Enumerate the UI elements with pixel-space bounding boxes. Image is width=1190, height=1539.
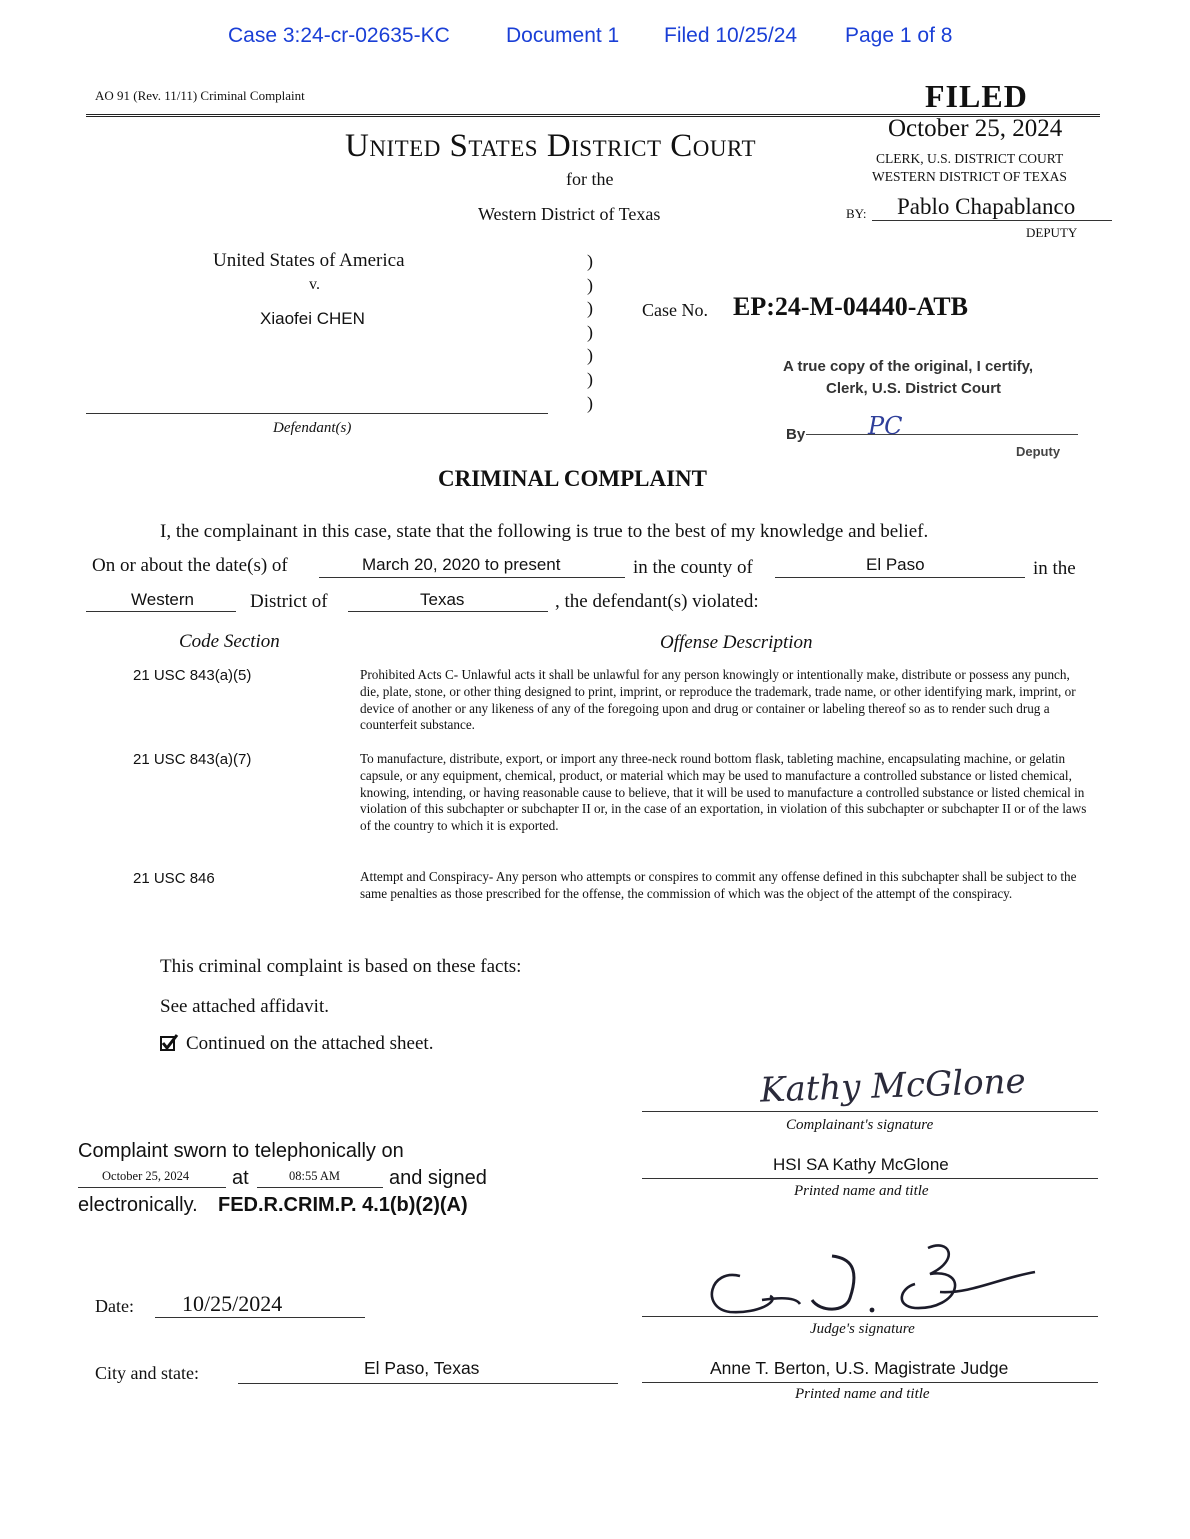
certified-stamp-initials: PC — [868, 412, 903, 440]
form-id: AO 91 (Rev. 11/11) Criminal Complaint — [95, 88, 305, 103]
judge-signature-line — [642, 1316, 1098, 1317]
filed-stamp-deputy: DEPUTY — [1026, 225, 1078, 240]
judge-signature-label: Judge's signature — [810, 1321, 915, 1337]
filed-stamp-by-name: Pablo Chapablanco — [897, 194, 1076, 219]
complainant-signature: Kathy McGlone — [759, 1061, 1027, 1111]
district-direction: Western — [131, 590, 194, 609]
offense-code: 21 USC 843(a)(7) — [133, 751, 252, 768]
code-section-header: Code Section — [179, 631, 280, 652]
sworn-rule: FED.R.CRIM.P. 4.1(b)(2)(A) — [218, 1194, 468, 1216]
complainant-signature-line — [642, 1111, 1098, 1112]
date-underline — [155, 1317, 365, 1318]
in-the-suffix: in the — [1033, 558, 1076, 579]
caption-parentheses: ) ) ) ) ) ) ) — [587, 251, 593, 413]
certified-stamp-line1: A true copy of the original, I certify, — [783, 358, 1034, 375]
checkbox-checked-icon — [159, 1033, 179, 1053]
state-underline — [348, 611, 548, 612]
violated-text: , the defendant(s) violated: — [555, 591, 759, 612]
sworn-electronically: electronically. — [78, 1194, 198, 1216]
filed-stamp-by-line — [872, 220, 1112, 221]
caption-defendant: Xiaofei CHEN — [260, 309, 365, 328]
certified-stamp-by: By — [786, 426, 806, 443]
state-value: Texas — [420, 590, 465, 609]
court-for-the: for the — [566, 169, 614, 189]
ecf-filed-date: Filed 10/25/24 — [664, 24, 798, 47]
judge-printed-label: Printed name and title — [795, 1386, 930, 1402]
facts-intro: This criminal complaint is based on these facts: — [160, 956, 522, 977]
city-state-underline — [238, 1383, 618, 1384]
sworn-time: 08:55 AM — [289, 1169, 341, 1183]
caption-plaintiff: United States of America — [213, 250, 405, 271]
complainant-printed-label: Printed name and title — [794, 1183, 929, 1199]
court-name: United States District Court — [345, 128, 757, 164]
dates-prefix: On or about the date(s) of — [92, 555, 288, 576]
continued-checkbox[interactable] — [159, 1033, 179, 1053]
ecf-page-count: Page 1 of 8 — [845, 24, 953, 47]
complaint-title: CRIMINAL COMPLAINT — [438, 466, 707, 491]
case-number: EP:24-M-04440-ATB — [733, 292, 968, 321]
sworn-at: at — [232, 1167, 249, 1189]
date-label: Date: — [95, 1296, 134, 1316]
judge-printed-name: Anne T. Berton, U.S. Magistrate Judge — [710, 1358, 1009, 1378]
date-value: 10/25/2024 — [182, 1291, 283, 1316]
sworn-time-underline — [257, 1187, 383, 1188]
ecf-document-number: Document 1 — [506, 24, 620, 47]
ecf-case-number: Case 3:24-cr-02635-KC — [228, 24, 450, 47]
certified-stamp-deputy: Deputy — [1016, 444, 1061, 459]
offense-code: 21 USC 846 — [133, 870, 215, 887]
district-direction-underline — [86, 611, 236, 612]
judge-printed-line — [642, 1382, 1098, 1383]
filed-stamp-clerk-2: WESTERN DISTRICT OF TEXAS — [872, 169, 1067, 184]
district-label: District of — [250, 591, 328, 612]
sworn-date-underline — [78, 1187, 226, 1188]
sworn-date: October 25, 2024 — [102, 1169, 190, 1183]
offense-description-header: Offense Description — [660, 632, 813, 653]
offense-description: Prohibited Acts C- Unlawful acts it shall be unlawful for any person knowingly or intentionally make, distribute or possess any punch, die, plate, stone, or other thing designed to print, imprint, or reproduce the trademark, trade name, or other identifying mark, imprint, or device of another or any likeness of any of the foregoing upon and drug or container or labeling thereof so as to render such drug a counterfeit substance. — [360, 667, 1076, 733]
case-no-label: Case No. — [642, 300, 708, 320]
sworn-line1: Complaint sworn to telephonically on — [78, 1140, 404, 1162]
dates-underline — [319, 577, 625, 578]
filed-stamp-by-label: BY: — [846, 206, 867, 221]
filed-stamp-date: October 25, 2024 — [888, 115, 1063, 142]
county-value: El Paso — [866, 555, 925, 574]
caption-defendant-label: Defendant(s) — [273, 420, 352, 436]
caption-versus: v. — [309, 276, 320, 293]
complainant-printed-name: HSI SA Kathy McGlone — [773, 1155, 949, 1174]
judge-signature — [700, 1238, 1050, 1318]
complainant-printed-line — [642, 1178, 1098, 1179]
complainant-signature-label: Complainant's signature — [786, 1117, 934, 1133]
sworn-signed: and signed — [389, 1167, 487, 1189]
county-underline — [775, 577, 1025, 578]
offense-description: Attempt and Conspiracy- Any person who attempts or conspires to commit any offense defined in this subchapter shall be subject to the same penalties as those prescribed for the offense, the commission of which was the object of the attempt of the conspiracy. — [360, 869, 1077, 901]
city-state-value: El Paso, Texas — [364, 1358, 480, 1378]
county-label: in the county of — [633, 557, 753, 578]
certified-stamp-line — [806, 434, 1078, 435]
facts-see-affidavit: See attached affidavit. — [160, 996, 329, 1017]
complaint-statement: I, the complainant in this case, state that the following is true to the best of my knowledge and belief. — [160, 521, 929, 542]
offense-code: 21 USC 843(a)(5) — [133, 667, 252, 684]
dates-value: March 20, 2020 to present — [362, 555, 561, 574]
city-state-label: City and state: — [95, 1363, 199, 1383]
offense-description: To manufacture, distribute, export, or import any three-neck round bottom flask, tableting machine, encapsulating machine, or gelatin capsule, or any equipment, chemical, product, or material which may be used to manufacture a controlled substance or listed chemical, knowing, intending, or having reasonable cause to believe, that it will be used to manufacture a controlled substance or listed chemical in violation of this subchapter or subchapter II or, in the case of an exportation, in violation of this subchapter or subchapter II or of the laws of the country to which it is exported. — [360, 751, 1087, 834]
judge-signature-graphic — [700, 1238, 1050, 1318]
filed-stamp-label: FILED — [925, 78, 1028, 114]
facts-continued: Continued on the attached sheet. — [186, 1033, 434, 1054]
caption-defendant-line — [86, 413, 548, 414]
filed-stamp-clerk-1: CLERK, U.S. DISTRICT COURT — [876, 151, 1064, 166]
certified-stamp-line2: Clerk, U.S. District Court — [826, 380, 1002, 397]
court-district: Western District of Texas — [478, 204, 661, 224]
